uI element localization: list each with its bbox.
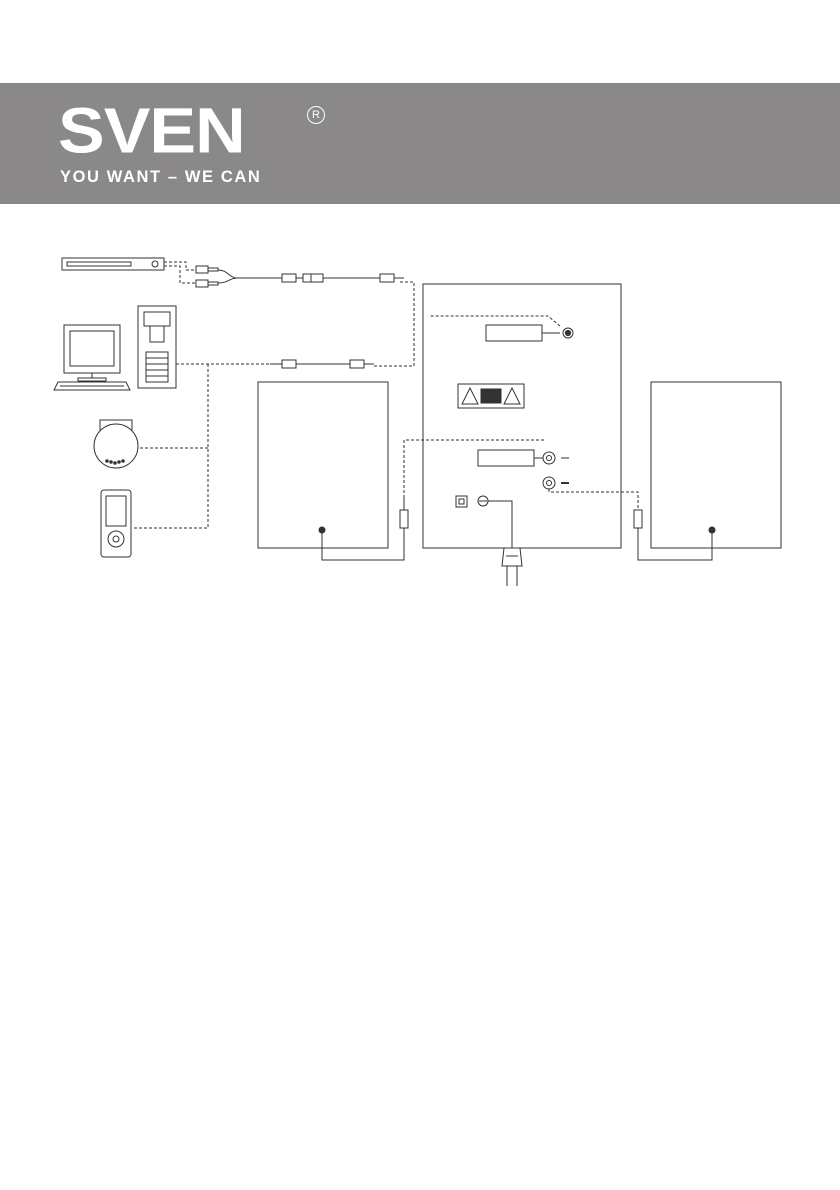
computer-icon [54,306,176,390]
main-active-speaker [404,284,638,548]
tagline: YOU WANT – WE CAN [60,168,262,186]
sven-logo: SVEN [58,94,245,167]
lower-jack-cable [270,360,374,368]
mp3-player-icon [101,490,131,557]
rca-plugs [196,266,236,287]
cd-player-icon [94,420,138,468]
left-satellite-speaker [258,382,408,560]
dvd-player-icon [62,258,164,270]
registered-mark: R [307,106,325,124]
right-satellite-speaker [634,382,781,560]
source-dashed-lines [132,262,414,528]
upper-jack-cable [236,274,404,282]
power-plug [488,501,522,586]
